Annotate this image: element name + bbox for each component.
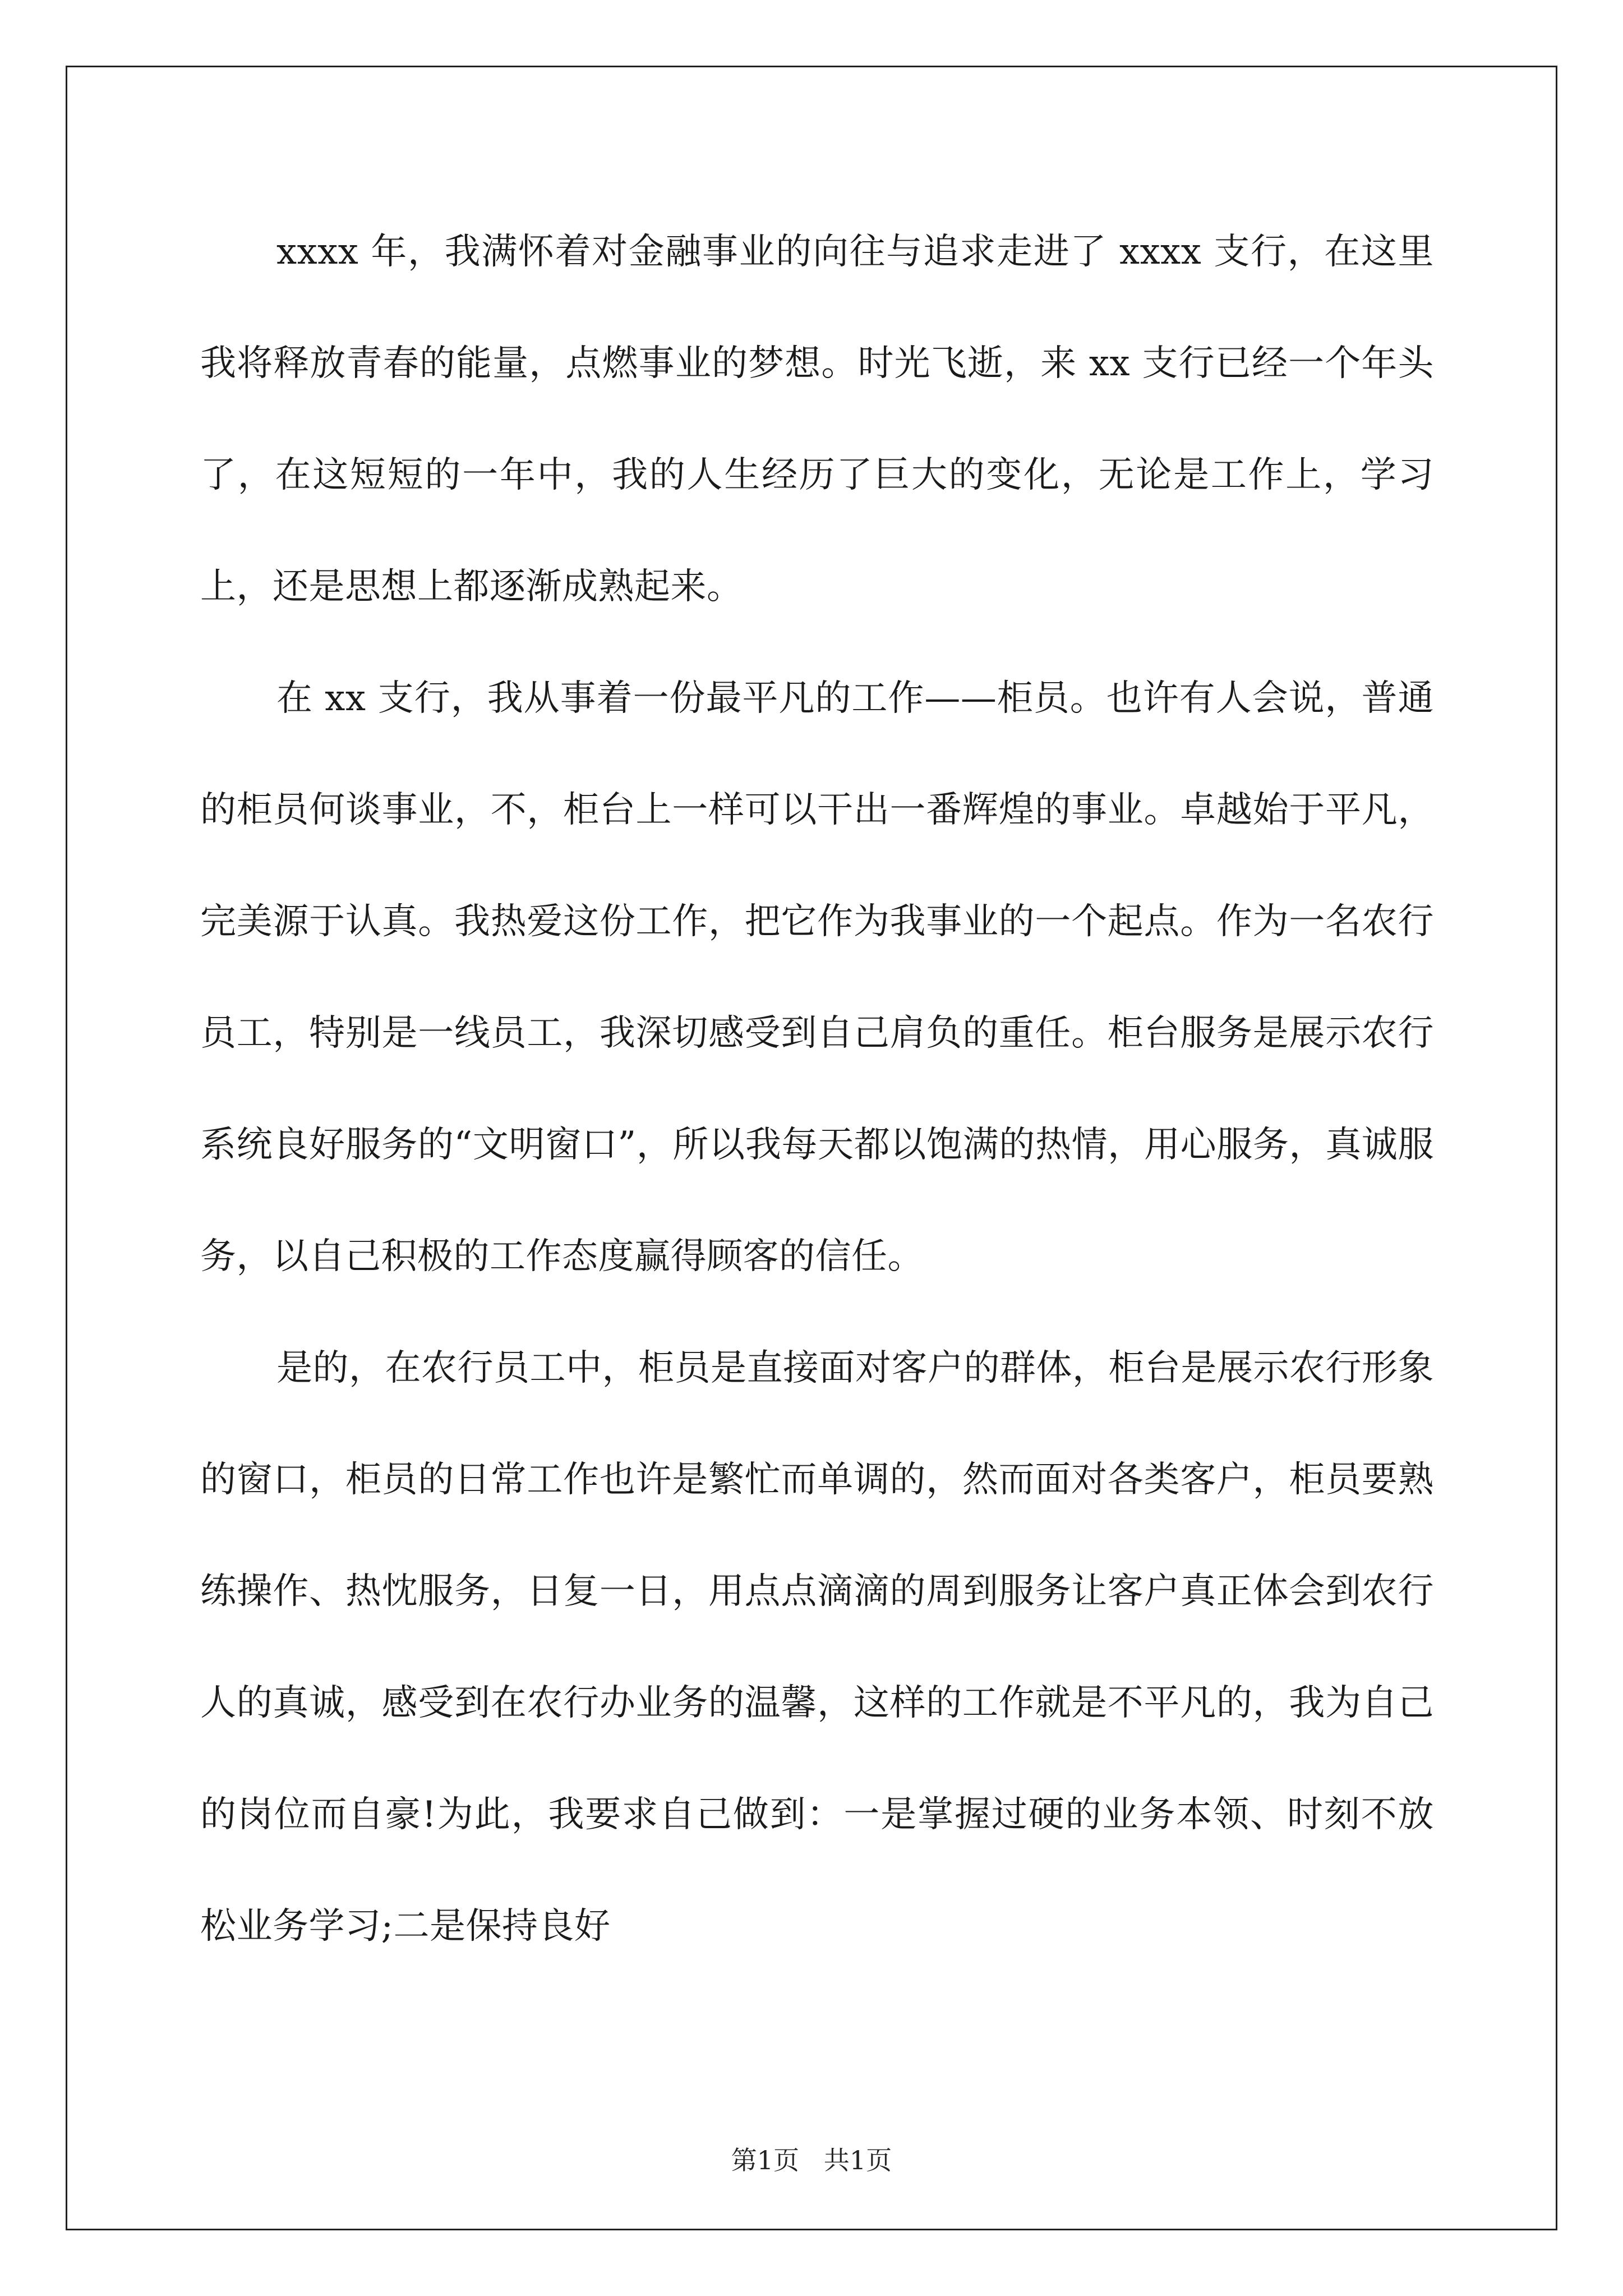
document-body	[200, 196, 1434, 1982]
paragraph-2: 在 xx 支行，我从事着一份最平凡的工作——柜员。也许有人会说，普通的柜员何谈事业，不，柜台上一样可以干出一番辉煌的事业。卓越始于平凡，完美源于认真。我热爱这份工作，把它作为我事业的一个起点。作为一名农行员工，特别是一线员工，我深切感受到自己肩负的重任。柜台服务是展示农行系统良好服务的“文明窗口”，所以我每天都以饱满的热情，用心服务，真诚服务，以自己积极的工作态度赢得顾客的信任。	[200, 678, 1434, 1277]
paragraph-1: xxxx 年，我满怀着对金融事业的向往与追求走进了 xxxx 支行，在这里我将释放青春的能量，点燃事业的梦想。时光飞逝，来 xx 支行已经一个年头了，在这短短的一年中，我的人生经历了巨大的变化，无论是工作上，学习上，还是思想上都逐渐成熟起来。	[200, 231, 1434, 608]
paragraph-3: 是的，在农行员工中，柜员是直接面对客户的群体，柜台是展示农行形象的窗口，柜员的日常工作也许是繁忙而单调的，然而面对各类客户，柜员要熟练操作、热忱服务，日复一日，用点点滴滴的周到服务让客户真正体会到农行人的真诚，感受到在农行办业务的温馨，这样的工作就是不平凡的，我为自己的岗位而自豪!为此，我要求自己做到：一是掌握过硬的业务本领、时刻不放松业务学习;二是保持良好	[200, 1347, 1434, 1947]
page-number-footer: 第1页 共1页	[731, 2145, 892, 2175]
